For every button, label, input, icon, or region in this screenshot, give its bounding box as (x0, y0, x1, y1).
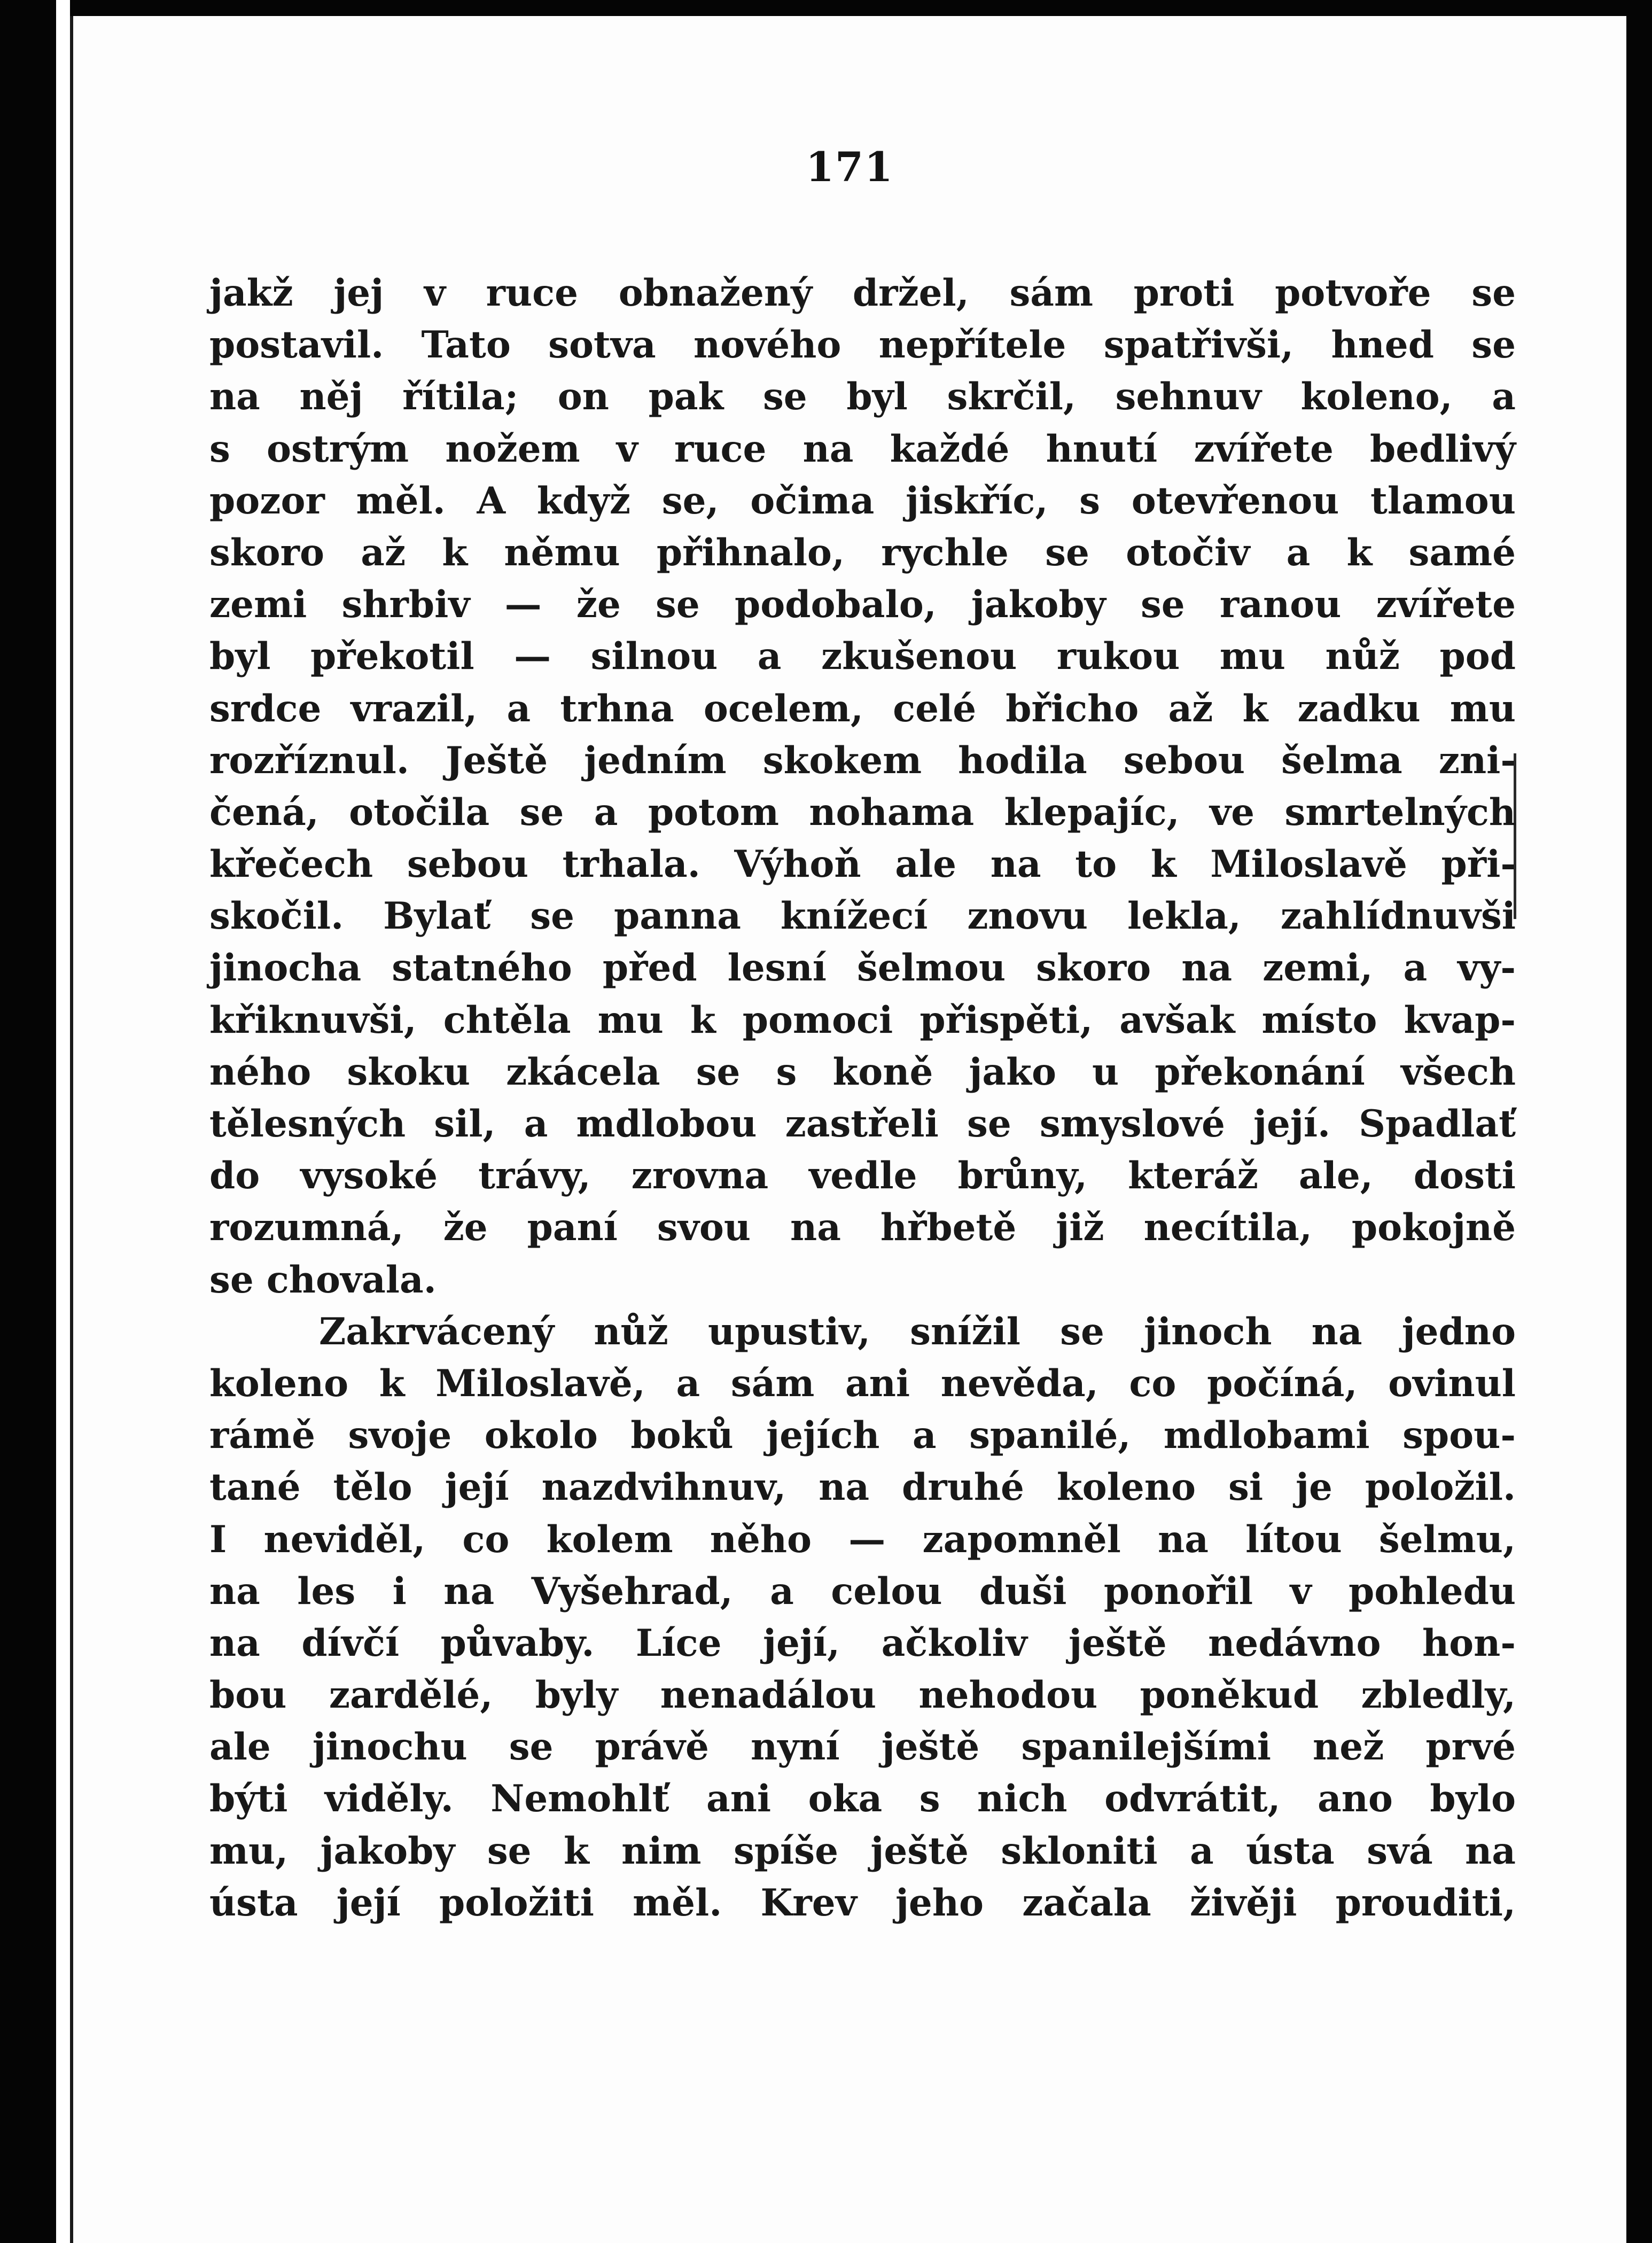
text-line: jinocha statného před lesní šelmou skoro na zemi, a vy- (209, 946, 1516, 990)
text-line: koleno k Miloslavě, a sám ani nevěda, co počíná, ovinul (209, 1361, 1516, 1405)
text-line: byl překotil — silnou a zkušenou rukou mu nůž pod (209, 635, 1516, 679)
text-line: na něj řítila; on pak se byl skrčil, sehnuv koleno, a (209, 375, 1516, 419)
text-line: pozor měl. A když se, očima jiskříc, s otevřenou tlamou (209, 479, 1516, 523)
text-line: mu, jakoby se k nim spíše ještě skloniti a ústa svá na (209, 1829, 1516, 1873)
scan-border-top (0, 0, 1652, 16)
text-line: s ostrým nožem v ruce na každé hnutí zvířete bedlivý (209, 427, 1516, 471)
text-line: skoro až k němu přihnalo, rychle se otočiv a k samé (209, 531, 1516, 574)
text-line: do vysoké trávy, zrovna vedle brůny, kteráž ale, dosti (209, 1154, 1516, 1198)
text-line: křiknuvši, chtěla mu k pomoci přispěti, avšak místo kvap- (209, 998, 1516, 1042)
paragraph (209, 1306, 1516, 1929)
text-line: ného skoku zkácela se s koně jako u překonání všech (209, 1050, 1516, 1094)
text-line: na les i na Vyšehrad, a celou duši ponořil v pohledu (209, 1569, 1516, 1613)
scan-border-left (0, 0, 56, 2243)
text-line: rámě svoje okolo boků jejích a spanilé, mdlobami spou- (209, 1414, 1516, 1458)
body-text (209, 267, 1516, 1929)
text-line: jakž jej v ruce obnažený držel, sám proti potvoře se (209, 271, 1516, 315)
text-line: I neviděl, co kolem něho — zapomněl na lítou šelmu, (209, 1517, 1516, 1561)
text-line: se chovala. (209, 1258, 437, 1302)
book-page (73, 16, 1626, 2243)
scan-border-right (1626, 0, 1652, 2243)
text-line: býti viděly. Nemohlť ani oka s nich odvrátit, ano bylo (209, 1777, 1516, 1821)
text-line: bou zardělé, byly nenadálou nehodou poněkud zbledly, (209, 1673, 1516, 1717)
scan-gap (56, 0, 70, 2243)
text-line: tané tělo její nazdvihnuv, na druhé koleno si je položil. (209, 1466, 1516, 1509)
text-line: postavil. Tato sotva nového nepřítele spatřivši, hned se (209, 323, 1516, 367)
page-number: 171 (806, 143, 894, 191)
text-line: zemi shrbiv — že se podobalo, jakoby se ranou zvířete (209, 583, 1516, 627)
text-line: rozumná, že paní svou na hřbetě již necítila, pokojně (209, 1206, 1516, 1250)
text-line: ústa její položiti měl. Krev jeho začala živěji prouditi, (209, 1881, 1516, 1925)
text-line: ale jinochu se právě nyní ještě spanilejšími než prvé (209, 1725, 1516, 1769)
text-line: křečech sebou trhala. Výhoň ale na to k Miloslavě při- (209, 843, 1516, 886)
text-line: rozříznul. Ještě jedním skokem hodila sebou šelma zni- (209, 738, 1516, 782)
text-line: Zakrvácený nůž upustiv, snížil se jinoch na jedno (319, 1310, 1516, 1353)
paragraph (209, 267, 1516, 1306)
text-line: čená, otočila se a potom nohama klepajíc, ve smrtelných (209, 790, 1516, 834)
text-line: na dívčí půvaby. Líce její, ačkoliv ještě nedávno hon- (209, 1621, 1516, 1665)
text-line: tělesných sil, a mdlobou zastřeli se smyslové její. Spadlať (209, 1102, 1516, 1146)
text-line: srdce vrazil, a trhna ocelem, celé břicho až k zadku mu (209, 687, 1516, 730)
text-line: skočil. Bylať se panna knížecí znovu lekla, zahlídnuvši (209, 894, 1516, 938)
